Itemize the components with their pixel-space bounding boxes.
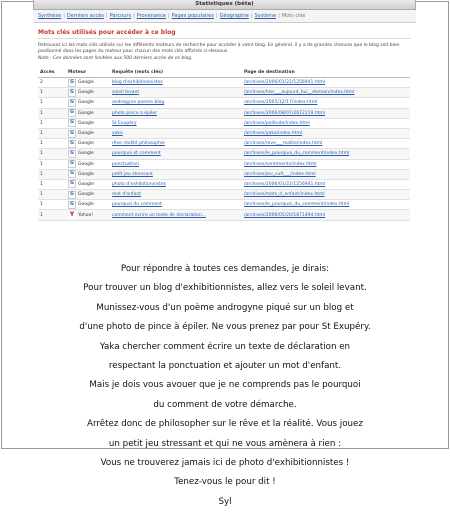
nav-item-7[interactable]: Système bbox=[254, 13, 277, 19]
access-count: 1 bbox=[38, 118, 66, 128]
table-row bbox=[38, 108, 410, 118]
engine-name: Google bbox=[78, 171, 94, 177]
keywords-table bbox=[38, 68, 410, 221]
engine-name: Google bbox=[78, 141, 94, 147]
engine-name: Google bbox=[78, 161, 94, 167]
destination-link[interactable]: /archives/2005/12/17/index.html bbox=[244, 100, 318, 106]
col-header-requete: Requête (mots clés) bbox=[110, 68, 242, 78]
google-icon: G bbox=[68, 191, 76, 199]
destination-link[interactable]: /archives/2006/01/22/1256941.html bbox=[244, 181, 326, 187]
google-icon: G bbox=[68, 119, 76, 127]
access-count: 1 bbox=[38, 128, 66, 138]
query-cell bbox=[110, 108, 242, 118]
table-row bbox=[38, 169, 410, 179]
query-cell bbox=[110, 169, 242, 179]
engine-name: Google bbox=[78, 131, 94, 137]
table-row bbox=[38, 190, 410, 200]
access-count: 1 bbox=[38, 149, 66, 159]
engine-cell bbox=[66, 108, 110, 118]
query-cell bbox=[110, 78, 242, 88]
message-line: un petit jeu stressant et qui ne vous amènera à rien : bbox=[108, 438, 342, 449]
engine-cell bbox=[66, 78, 110, 88]
table-row bbox=[38, 118, 410, 128]
section-intro: Retrouvez ici les mots clés utilisés sur les différents moteurs de recherche pour accéder à votre blog. En général, il y a de grandes chances que le blog soit bien positionné dans les pages du moteur pour chacun des mots clés affichés ci-dessous. bbox=[38, 43, 400, 54]
query-cell bbox=[110, 149, 242, 159]
nav-item-5[interactable]: Pages populaires bbox=[171, 13, 214, 19]
query-cell bbox=[110, 200, 242, 210]
destination-link[interactable]: /archives/hier___aujourd_hui__demain/index.html bbox=[244, 90, 355, 96]
table-row bbox=[38, 128, 410, 138]
message-line: Vous ne trouverez jamais ici de photo d'exhibitionnistes ! bbox=[100, 458, 350, 469]
query-cell bbox=[110, 98, 242, 108]
section-heading: Mots clés utilisés pour accéder à ce blog bbox=[38, 29, 411, 39]
query-link[interactable]: pourquoi du comment bbox=[112, 202, 162, 208]
query-link[interactable]: ponctuation bbox=[112, 161, 139, 167]
google-icon: G bbox=[68, 140, 76, 148]
engine-cell bbox=[66, 139, 110, 149]
query-cell bbox=[110, 210, 242, 220]
query-link[interactable]: comment ecrire un texte de declaration... bbox=[112, 212, 206, 218]
destination-cell bbox=[242, 118, 410, 128]
destination-cell bbox=[242, 98, 410, 108]
destination-link[interactable]: /archives/2006/05/20/1871494.html bbox=[244, 212, 326, 218]
destination-cell bbox=[242, 78, 410, 88]
engine-name: Google bbox=[78, 110, 94, 116]
query-cell bbox=[110, 179, 242, 189]
query-cell bbox=[110, 139, 242, 149]
destination-link[interactable]: /archives/sentiments/index.html bbox=[244, 161, 317, 167]
destination-link[interactable]: /archives/le_pourquoi_du_comment/index.html bbox=[244, 202, 350, 208]
nav-item-1[interactable]: Synthèse bbox=[38, 13, 62, 19]
query-link[interactable]: petit jeu stressant bbox=[112, 171, 153, 177]
query-link[interactable]: pourquoi et comment bbox=[112, 151, 161, 157]
keywords-section bbox=[33, 23, 416, 221]
table-row bbox=[38, 179, 410, 189]
window-title: Statistiques (bêta) bbox=[33, 0, 416, 10]
engine-name: Yahoo! bbox=[78, 212, 94, 218]
destination-cell bbox=[242, 179, 410, 189]
message-line: du comment de votre démarche. bbox=[153, 399, 297, 410]
query-cell bbox=[110, 159, 242, 169]
nav-item-3[interactable]: Parcours bbox=[109, 13, 132, 19]
destination-cell bbox=[242, 200, 410, 210]
message-line: Yaka chercher comment écrire un texte de déclaration en bbox=[99, 341, 351, 352]
message-line: respectant la ponctuation et ajouter un mot d'enfant. bbox=[108, 361, 342, 372]
query-link[interactable]: yaka bbox=[112, 131, 123, 137]
destination-cell bbox=[242, 88, 410, 98]
table-row bbox=[38, 78, 410, 88]
message-line: Mais je dois vous avouer que je ne comprends pas le pourquoi bbox=[89, 380, 361, 391]
table-row bbox=[38, 139, 410, 149]
nav-separator: | bbox=[105, 13, 108, 19]
google-icon: G bbox=[68, 89, 76, 97]
message-line: Tenez-vous le pour dit ! bbox=[174, 477, 276, 488]
destination-link[interactable]: /archives/mots_d_enfant/index.html bbox=[244, 192, 325, 198]
table-row bbox=[38, 88, 410, 98]
engine-cell bbox=[66, 98, 110, 108]
table-row bbox=[38, 200, 410, 210]
engine-cell bbox=[66, 210, 110, 220]
engine-cell bbox=[66, 159, 110, 169]
engine-name: Google bbox=[78, 80, 94, 86]
access-count: 1 bbox=[38, 210, 66, 220]
query-link[interactable]: rêve réalité philosophie bbox=[112, 141, 165, 147]
query-cell bbox=[110, 88, 242, 98]
access-count: 1 bbox=[38, 169, 66, 179]
signature: Syl bbox=[218, 496, 232, 507]
destination-cell bbox=[242, 210, 410, 220]
handwritten-message bbox=[10, 260, 440, 512]
query-link[interactable]: photo d'exhibitionnistes bbox=[112, 181, 167, 187]
destination-link[interactable]: /archives/2006/01/22/1256941.html bbox=[244, 80, 326, 86]
destination-cell bbox=[242, 159, 410, 169]
google-icon: G bbox=[68, 109, 76, 117]
access-count: 1 bbox=[38, 200, 66, 210]
google-icon: G bbox=[68, 79, 76, 87]
google-icon: G bbox=[68, 150, 76, 158]
access-count: 1 bbox=[38, 139, 66, 149]
nav-separator: | bbox=[63, 13, 65, 19]
access-count: 1 bbox=[38, 88, 66, 98]
destination-cell bbox=[242, 149, 410, 159]
section-note: Note : Ces données sont limitées aux 500 derniers accès de ce blog. bbox=[38, 56, 193, 61]
engine-name: Google bbox=[78, 181, 94, 187]
query-cell bbox=[110, 128, 242, 138]
google-icon: G bbox=[68, 170, 76, 178]
message-line: Pour répondre à toutes ces demandes, je dirais: bbox=[120, 264, 330, 274]
destination-link[interactable]: /archives/politude/index.html bbox=[244, 120, 310, 126]
engine-name: Google bbox=[78, 192, 94, 198]
destination-link[interactable]: /archives/yaka/index.html bbox=[244, 131, 303, 137]
nav-item-6[interactable]: Géographie bbox=[219, 13, 249, 19]
query-cell bbox=[110, 190, 242, 200]
query-cell bbox=[110, 118, 242, 128]
destination-cell bbox=[242, 139, 410, 149]
message-line: Munissez-vous d'un poème androgyne piqué sur un blog et bbox=[96, 302, 354, 313]
google-icon: G bbox=[68, 130, 76, 138]
query-link[interactable]: photo pince à épiler bbox=[112, 110, 157, 116]
stats-nav bbox=[33, 10, 416, 23]
nav-separator: | bbox=[215, 13, 218, 19]
table-row bbox=[38, 98, 410, 108]
col-header-acces: Accès bbox=[38, 68, 66, 78]
query-link[interactable]: soleil levant bbox=[112, 90, 140, 96]
access-count: 1 bbox=[38, 108, 66, 118]
nav-item-2[interactable]: Derniers accès bbox=[66, 13, 104, 19]
nav-separator: | bbox=[278, 13, 280, 19]
google-icon: G bbox=[68, 160, 76, 168]
destination-link[interactable]: /archives/2006/08/07/2612219.html bbox=[244, 110, 326, 116]
engine-cell bbox=[66, 190, 110, 200]
access-count: 1 bbox=[38, 159, 66, 169]
engine-cell bbox=[66, 118, 110, 128]
nav-item-8: Mots clés bbox=[281, 13, 306, 19]
access-count: 1 bbox=[38, 179, 66, 189]
destination-cell bbox=[242, 108, 410, 118]
table-header-row bbox=[38, 68, 410, 78]
destination-link[interactable]: /archives/jeu_cult___/index.html bbox=[244, 171, 316, 177]
table-row bbox=[38, 210, 410, 220]
destination-link[interactable]: /archives/le_pourquoi_du_comment/index.html bbox=[244, 151, 350, 157]
nav-item-4[interactable]: Provenance bbox=[136, 13, 166, 19]
engine-name: Google bbox=[78, 100, 94, 106]
engine-name: Google bbox=[78, 202, 94, 208]
google-icon: G bbox=[68, 99, 76, 107]
engine-cell bbox=[66, 128, 110, 138]
google-icon: G bbox=[68, 201, 76, 209]
message-line: Pour trouver un blog d'exhibitionnistes, allez vers le soleil levant. bbox=[83, 283, 367, 294]
engine-name: Google bbox=[78, 151, 94, 157]
query-link[interactable]: androgyne poeme blog bbox=[112, 100, 165, 106]
destination-cell bbox=[242, 128, 410, 138]
google-icon: G bbox=[68, 180, 76, 188]
table-row bbox=[38, 159, 410, 169]
engine-name: Google bbox=[78, 120, 94, 126]
col-header-moteur: Moteur bbox=[66, 68, 110, 78]
access-count: 1 bbox=[38, 190, 66, 200]
engine-cell bbox=[66, 149, 110, 159]
table-row bbox=[38, 149, 410, 159]
engine-cell bbox=[66, 179, 110, 189]
destination-cell bbox=[242, 190, 410, 200]
engine-name: Google bbox=[78, 90, 94, 96]
access-count: 1 bbox=[38, 98, 66, 108]
engine-cell bbox=[66, 200, 110, 210]
destination-cell bbox=[242, 169, 410, 179]
engine-cell bbox=[66, 169, 110, 179]
yahoo-icon: Y bbox=[69, 211, 75, 219]
message-line: Arrêtez donc de philosopher sur le rêve et la réalité. Vous jouez bbox=[87, 419, 363, 430]
query-link[interactable]: St Exupéry bbox=[112, 120, 137, 126]
col-header-destination: Page de destination bbox=[242, 68, 410, 78]
message-line: d'une photo de pince à épiler. Ne vous prenez par pour St Exupéry. bbox=[79, 322, 371, 333]
query-link[interactable]: mot d'enfant bbox=[112, 192, 142, 198]
stats-panel bbox=[33, 0, 416, 260]
nav-separator: | bbox=[167, 13, 170, 19]
access-count: 2 bbox=[38, 78, 66, 88]
query-link[interactable]: blog d'exhibitionnistes bbox=[112, 80, 163, 86]
engine-cell bbox=[66, 88, 110, 98]
nav-separator: | bbox=[250, 13, 253, 19]
destination-link[interactable]: /archives/reve___realite/index.html bbox=[244, 141, 323, 147]
nav-separator: | bbox=[133, 13, 135, 19]
